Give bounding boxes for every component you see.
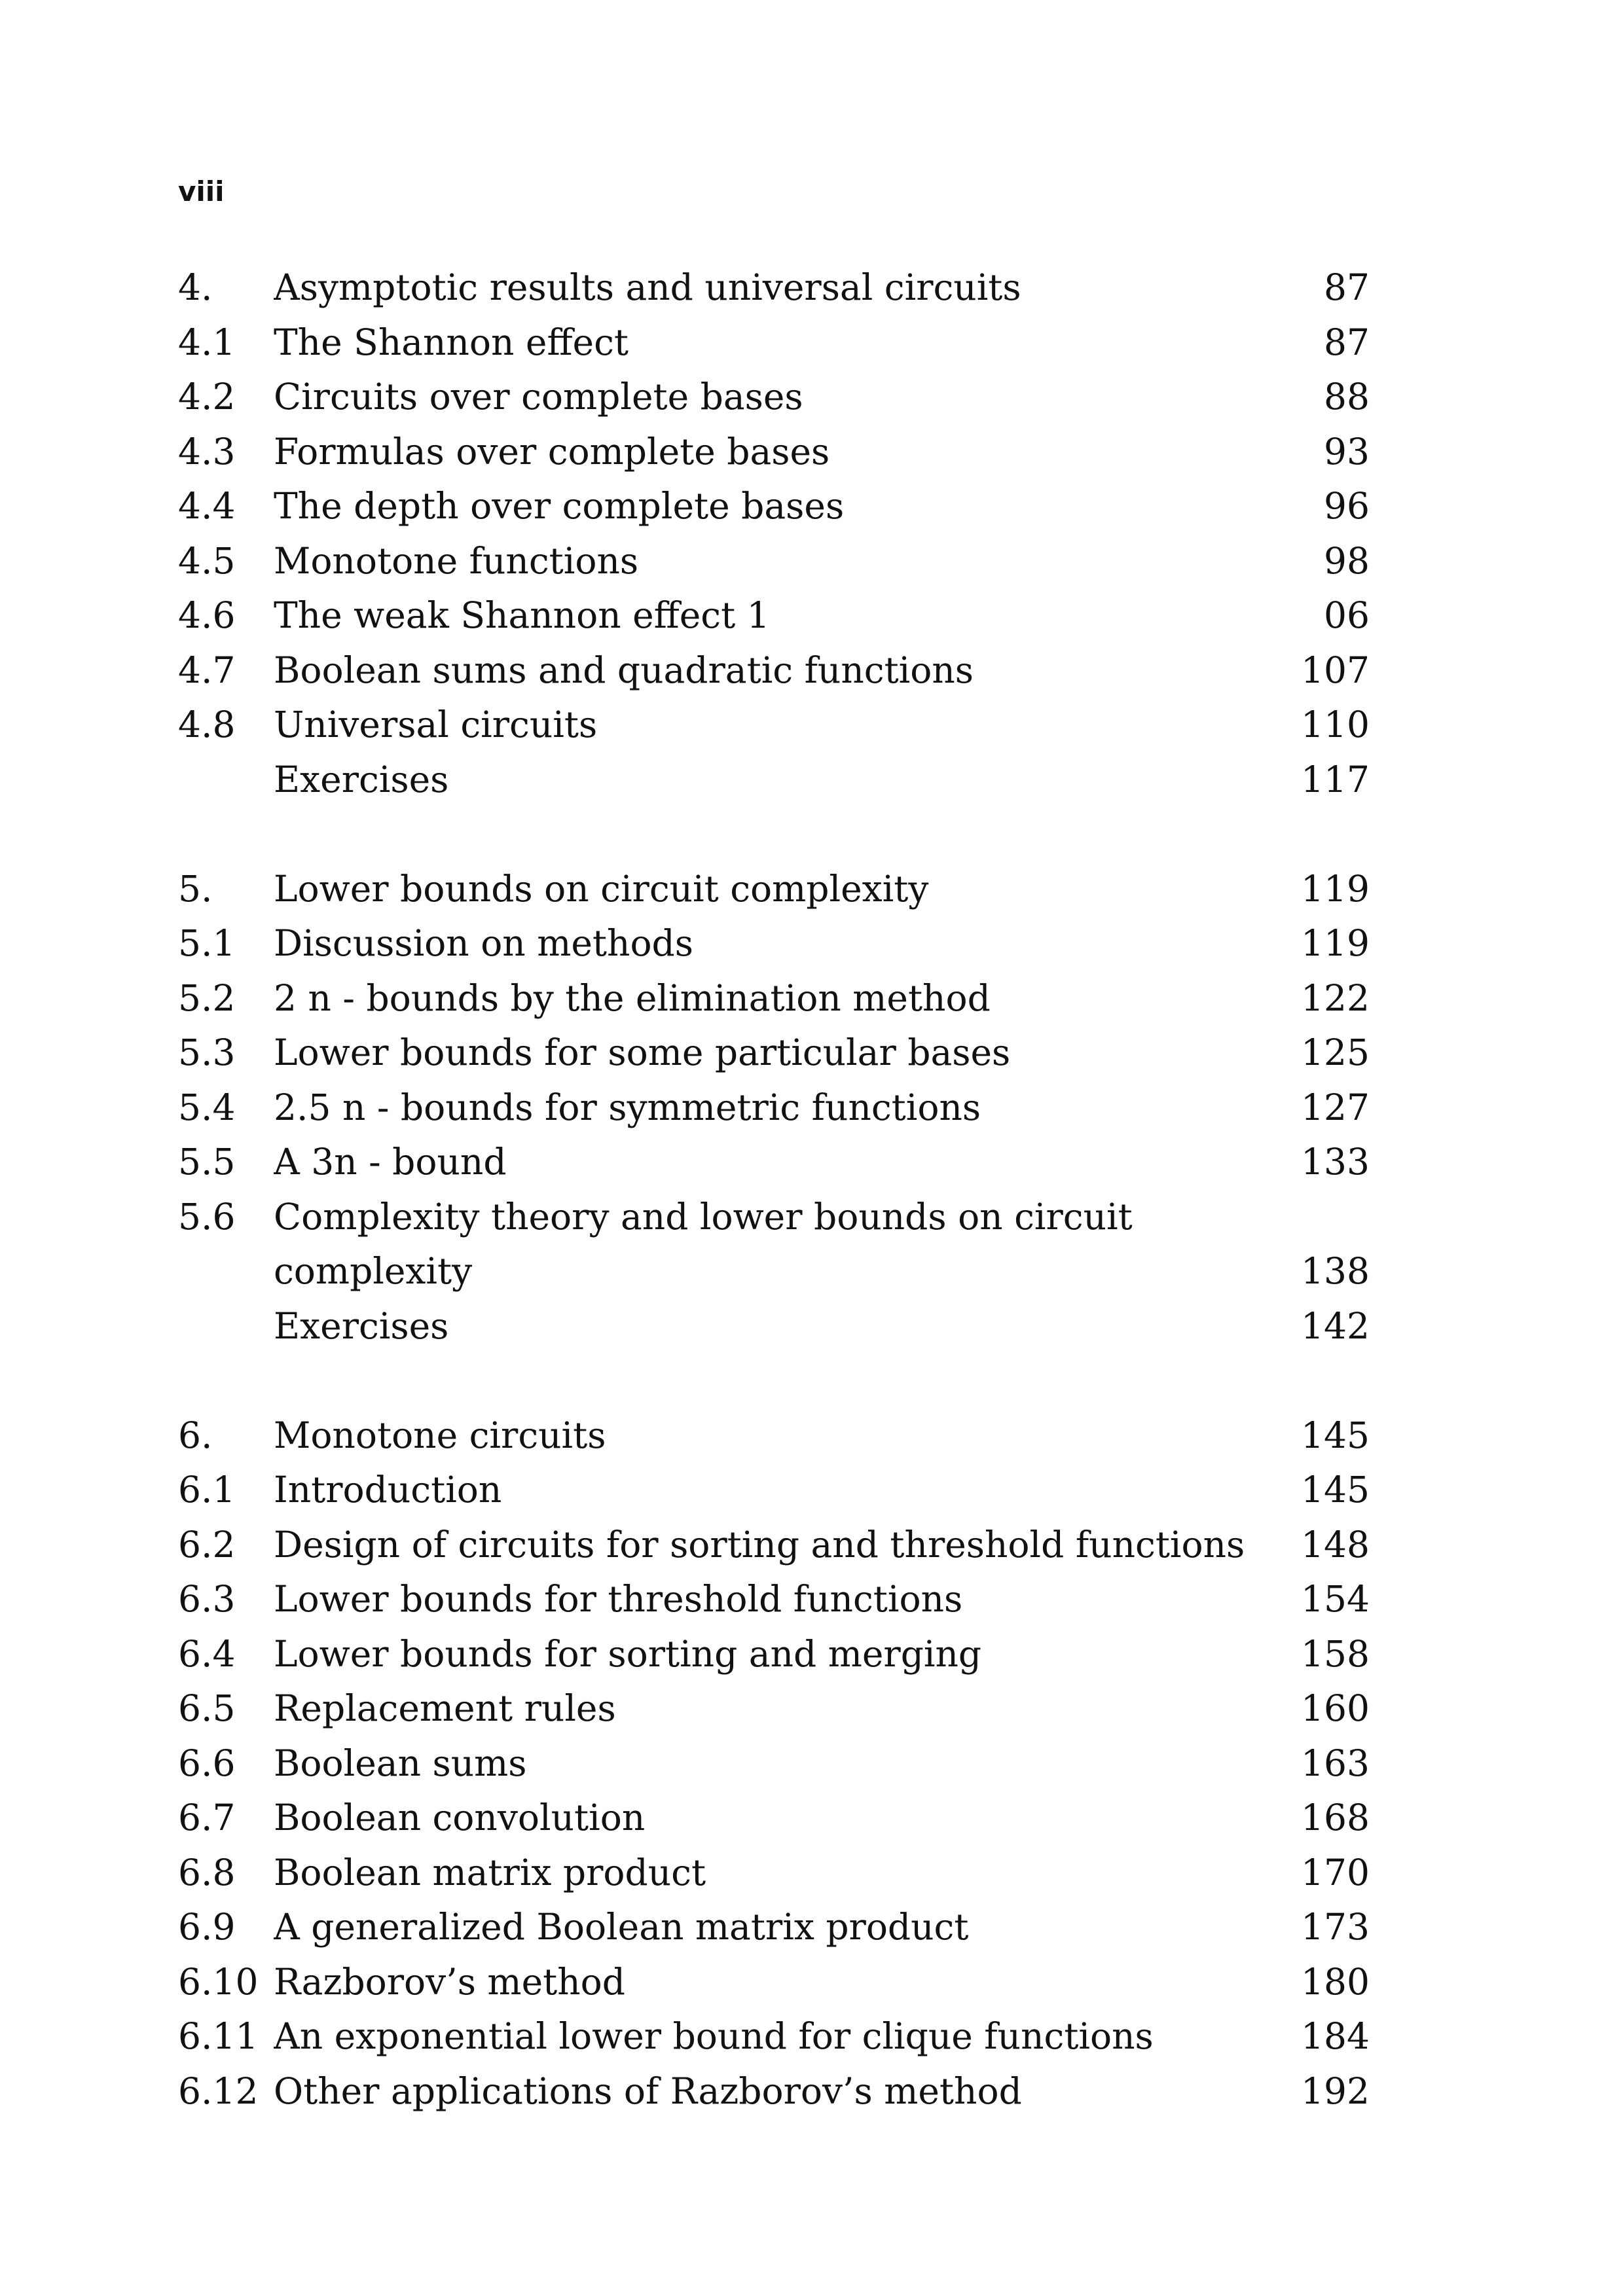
toc-entry xyxy=(178,1791,1370,1846)
section-number: 4.6 xyxy=(178,594,236,636)
section-number: 6.6 xyxy=(178,1742,236,1784)
section-title: Universal circuits xyxy=(274,704,598,745)
section-title: Boolean sums xyxy=(274,1742,527,1784)
page-ref: 87 xyxy=(1324,266,1370,308)
section-number: 6.11 xyxy=(178,2015,259,2057)
section-number: 4.3 xyxy=(178,430,236,473)
toc-entry xyxy=(178,1900,1370,1955)
section-number: 5. xyxy=(178,867,213,910)
chapter-spacer xyxy=(178,1354,1370,1408)
page-ref: 133 xyxy=(1301,1141,1370,1183)
page-ref: 158 xyxy=(1301,1632,1370,1675)
page-ref: 06 xyxy=(1324,594,1370,636)
page-ref: 107 xyxy=(1301,649,1370,691)
page-ref: 160 xyxy=(1301,1687,1370,1729)
toc-entry xyxy=(178,1846,1370,1901)
page-ref: 145 xyxy=(1301,1414,1370,1456)
toc-entry xyxy=(178,260,1370,315)
section-title: The depth over complete bases xyxy=(274,485,845,527)
section-number: 6.8 xyxy=(178,1851,236,1893)
toc-entry xyxy=(178,1518,1370,1573)
section-title: Razborov’s method xyxy=(274,1960,625,2003)
section-title: Monotone functions xyxy=(274,539,639,582)
section-number: 4.2 xyxy=(178,376,236,418)
section-title: Circuits over complete bases xyxy=(274,376,803,418)
page-ref: 148 xyxy=(1301,1523,1370,1566)
section-number: 5.5 xyxy=(178,1141,236,1183)
section-title: Complexity theory and lower bounds on circuit xyxy=(274,1195,1133,1238)
section-number: 6.5 xyxy=(178,1687,236,1729)
toc-entry xyxy=(178,1081,1370,1136)
section-number: 5.4 xyxy=(178,1086,236,1128)
toc-entry xyxy=(178,1026,1370,1081)
page-ref: 168 xyxy=(1301,1797,1370,1839)
section-title: Boolean convolution xyxy=(274,1797,646,1839)
toc-entry xyxy=(178,1135,1370,1190)
toc-entry xyxy=(178,588,1370,643)
page-ref: 127 xyxy=(1301,1086,1370,1128)
section-number: 6.2 xyxy=(178,1523,236,1566)
toc-entry xyxy=(178,643,1370,698)
section-title: Exercises xyxy=(274,758,449,800)
toc-entry xyxy=(178,971,1370,1026)
page-ref: 138 xyxy=(1301,1250,1370,1292)
section-title: Boolean sums and quadratic functions xyxy=(274,649,974,691)
table-of-contents xyxy=(178,260,1370,2119)
section-title: Design of circuits for sorting and threshold functions xyxy=(274,1523,1245,1566)
toc-entry xyxy=(178,698,1370,753)
page-ref: 173 xyxy=(1301,1906,1370,1948)
section-number: 4.5 xyxy=(178,539,236,582)
toc-entry xyxy=(178,425,1370,480)
section-number: 6.12 xyxy=(178,2070,259,2112)
section-number: 5.3 xyxy=(178,1031,236,1073)
toc-entry xyxy=(178,1190,1370,1245)
section-title: An exponential lower bound for clique functions xyxy=(274,2015,1154,2057)
section-number: 5.6 xyxy=(178,1195,236,1238)
section-title: The Shannon effect xyxy=(274,321,629,363)
toc-entry xyxy=(178,862,1370,917)
section-number: 4. xyxy=(178,266,213,308)
toc-entry xyxy=(178,1299,1370,1354)
page-ref: 170 xyxy=(1301,1851,1370,1893)
section-number: 6.10 xyxy=(178,1960,259,2003)
section-title: The weak Shannon effect 1 xyxy=(274,594,770,636)
toc-entry xyxy=(178,2009,1370,2064)
page-ref: 87 xyxy=(1324,321,1370,363)
section-title: Lower bounds for threshold functions xyxy=(274,1578,963,1620)
section-number: 6.4 xyxy=(178,1632,236,1675)
section-title: A 3n - bound xyxy=(274,1141,507,1183)
page-ref: 96 xyxy=(1324,485,1370,527)
toc-entry xyxy=(178,1463,1370,1518)
page-ref: 110 xyxy=(1301,704,1370,745)
section-title: Lower bounds on circuit complexity xyxy=(274,867,929,910)
toc-entry xyxy=(178,1955,1370,2010)
toc-entry xyxy=(178,753,1370,808)
section-number: 5.1 xyxy=(178,922,236,964)
toc-entry xyxy=(178,1244,1370,1299)
section-number: 6.1 xyxy=(178,1469,236,1511)
section-title: Other applications of Razborov’s method xyxy=(274,2070,1022,2112)
section-number: 5.2 xyxy=(178,977,236,1019)
page-ref: 88 xyxy=(1324,376,1370,418)
section-title: Asymptotic results and universal circuits xyxy=(274,266,1021,308)
section-number: 6.3 xyxy=(178,1578,236,1620)
toc-entry xyxy=(178,916,1370,971)
section-number: 4.7 xyxy=(178,649,236,691)
section-title: 2 n - bounds by the elimination method xyxy=(274,977,991,1019)
section-title: Introduction xyxy=(274,1469,502,1511)
page-ref: 163 xyxy=(1301,1742,1370,1784)
section-title: Formulas over complete bases xyxy=(274,430,830,473)
toc-entry xyxy=(178,315,1370,370)
section-title: Replacement rules xyxy=(274,1687,616,1729)
section-title: 2.5 n - bounds for symmetric functions xyxy=(274,1086,981,1128)
page-ref: 142 xyxy=(1301,1304,1370,1347)
toc-entry xyxy=(178,370,1370,425)
page-ref: 98 xyxy=(1324,539,1370,582)
section-title: Boolean matrix product xyxy=(274,1851,706,1893)
section-title: Discussion on methods xyxy=(274,922,693,964)
page-ref: 119 xyxy=(1301,867,1370,910)
page-ref: 117 xyxy=(1301,758,1370,800)
toc-entry xyxy=(178,534,1370,589)
toc-entry xyxy=(178,1627,1370,1682)
chapter-spacer xyxy=(178,807,1370,862)
toc-entry xyxy=(178,1408,1370,1463)
toc-entry xyxy=(178,1681,1370,1736)
section-title: Monotone circuits xyxy=(274,1414,606,1456)
section-number: 6.7 xyxy=(178,1797,236,1839)
section-title: Exercises xyxy=(274,1304,449,1347)
page-ref: 192 xyxy=(1301,2070,1370,2112)
section-number: 4.1 xyxy=(178,321,236,363)
section-number: 6.9 xyxy=(178,1906,236,1948)
section-number: 6. xyxy=(178,1414,213,1456)
page-ref: 125 xyxy=(1301,1031,1370,1073)
page-ref: 154 xyxy=(1301,1578,1370,1620)
toc-entry xyxy=(178,1736,1370,1791)
toc-entry xyxy=(178,479,1370,534)
toc-entry xyxy=(178,2064,1370,2119)
section-number: 4.4 xyxy=(178,485,236,527)
section-title: Lower bounds for some particular bases xyxy=(274,1031,1011,1073)
toc-entry xyxy=(178,1572,1370,1627)
page-ref: 93 xyxy=(1324,430,1370,473)
page-number: viii xyxy=(178,175,225,207)
section-number: 4.8 xyxy=(178,704,236,745)
page-ref: 122 xyxy=(1301,977,1370,1019)
page-ref: 180 xyxy=(1301,1960,1370,2003)
section-title: A generalized Boolean matrix product xyxy=(274,1906,969,1948)
section-title: complexity xyxy=(274,1250,473,1292)
page-ref: 184 xyxy=(1301,2015,1370,2057)
page-ref: 119 xyxy=(1301,922,1370,964)
page-ref: 145 xyxy=(1301,1469,1370,1511)
section-title: Lower bounds for sorting and merging xyxy=(274,1632,982,1675)
